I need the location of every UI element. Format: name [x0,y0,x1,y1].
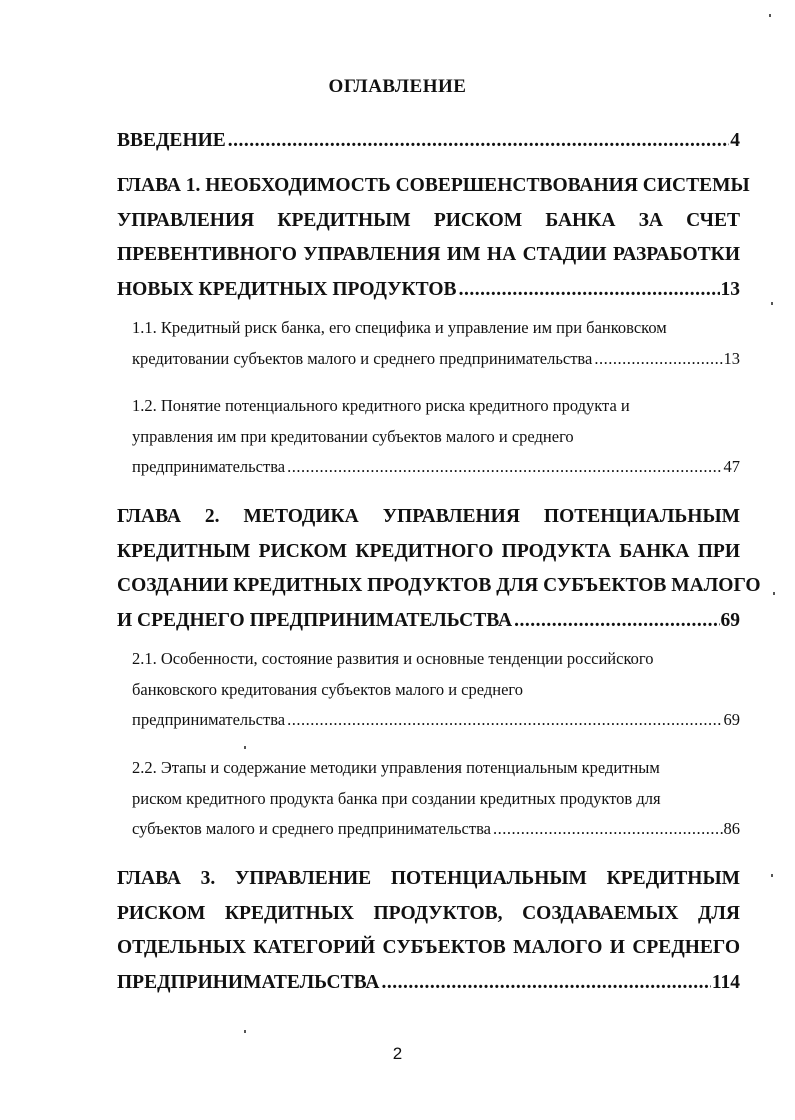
toc-page-number: 13 [723,348,740,368]
toc-page-number: 69 [723,710,740,729]
scan-speck [771,874,773,877]
dot-leader [594,344,722,375]
dot-leader [459,273,720,308]
toc-entry-label: ВВЕДЕНИЕ [117,130,226,151]
toc-entry-line: управления им при кредитовании субъектов малого и среднего [132,426,574,446]
toc-entry-section-1-2[interactable] [132,391,740,483]
scan-speck [244,1030,246,1033]
toc-leader-line [117,966,740,1001]
toc-entry-section-2-2[interactable] [132,753,740,845]
toc-entry-line: ГЛАВА 3. УПРАВЛЕНИЕ ПОТЕНЦИАЛЬНЫМ КРЕДИТНЫМ [117,868,740,889]
dot-leader [228,124,729,159]
toc-leader-line [132,344,740,375]
toc-entry-label: кредитовании субъектов малого и среднего предпринимательства [132,348,593,368]
toc-entry-chapter-2[interactable] [117,500,761,638]
toc-entry-line: ГЛАВА 2. МЕТОДИКА УПРАВЛЕНИЯ ПОТЕНЦИАЛЬНЫМ [117,506,740,527]
scan-speck [773,592,775,595]
toc-entry-line: 2.2. Этапы и содержание методики управления потенциальным кредитным [132,758,660,777]
toc-page-number: 69 [720,609,740,631]
toc-entry-line: 1.1. Кредитный риск банка, его специфика и управление им при банковском [132,318,667,337]
scan-speck [771,302,773,305]
toc-entry-line: СОЗДАНИИ КРЕДИТНЫХ ПРОДУКТОВ ДЛЯ СУБЪЕКТОВ МАЛОГО [117,575,761,596]
toc-leader-line [117,273,740,308]
toc-entry-line: 1.2. Понятие потенциального кредитного риска кредитного продукта и [132,396,630,415]
toc-entry-chapter-1[interactable] [117,169,750,307]
dot-leader [514,604,719,639]
toc-entry-line: риском кредитного продукта банка при создании кредитных продуктов для [132,788,661,808]
toc-entry-line: РИСКОМ КРЕДИТНЫХ ПРОДУКТОВ, СОЗДАВАЕМЫХ ДЛЯ [117,902,740,924]
scan-speck [769,14,771,17]
page-number: 2 [392,1044,403,1063]
toc-entry-label: НОВЫХ КРЕДИТНЫХ ПРОДУКТОВ [117,278,457,300]
toc-entry-section-1-1[interactable] [132,313,740,374]
toc-page-number: 86 [723,819,740,838]
dot-leader [287,452,722,483]
toc-entry-line: ГЛАВА 1. НЕОБХОДИМОСТЬ СОВЕРШЕНСТВОВАНИЯ СИСТЕМЫ [117,175,750,196]
toc-entry-line: банковского кредитования субъектов малого и среднего [132,679,524,699]
toc-entry-chapter-3[interactable] [117,862,740,1000]
dot-leader [382,966,711,1001]
toc-entry-line: ОТДЕЛЬНЫХ КАТЕГОРИЙ СУБЪЕКТОВ МАЛОГО И СРЕДНЕГО [117,937,740,958]
toc-page-number: 13 [720,278,740,300]
toc-entry-label: предпринимательства [132,710,286,729]
toc-leader-line [132,705,740,736]
toc-entry-line: КРЕДИТНЫМ РИСКОМ КРЕДИТНОГО ПРОДУКТА БАНКА ПРИ [117,540,740,562]
toc-leader-line [117,124,740,159]
toc-leader-line [117,604,740,639]
toc-entry-label: субъектов малого и среднего предпринимательства [132,819,491,838]
dot-leader [287,705,722,736]
toc-leader-line [132,814,740,845]
toc-entry-line: 2.1. Особенности, состояние развития и основные тенденции российского [132,649,654,668]
dot-leader [493,814,723,845]
toc-entry-line: ПРЕВЕНТИВНОГО УПРАВЛЕНИЯ ИМ НА СТАДИИ РАЗРАБОТКИ [117,244,740,265]
toc-entry-label: ПРЕДПРИНИМАТЕЛЬСТВА [117,971,380,993]
toc-page-number: 4 [730,130,740,151]
toc-leader-line [132,452,740,483]
toc-entry-label: И СРЕДНЕГО ПРЕДПРИНИМАТЕЛЬСТВА [117,609,513,631]
toc-entry-line: УПРАВЛЕНИЯ КРЕДИТНЫМ РИСКОМ БАНКА ЗА СЧЕТ [117,209,740,231]
toc-page-number: 47 [723,457,740,476]
toc-heading: ОГЛАВЛЕНИЕ [328,76,467,97]
toc-entry-introduction[interactable] [117,124,740,159]
toc-entry-label: предпринимательства [132,457,286,476]
toc-page-number: 114 [711,971,740,993]
scan-speck [244,746,246,749]
toc-entry-section-2-1[interactable] [132,644,740,736]
